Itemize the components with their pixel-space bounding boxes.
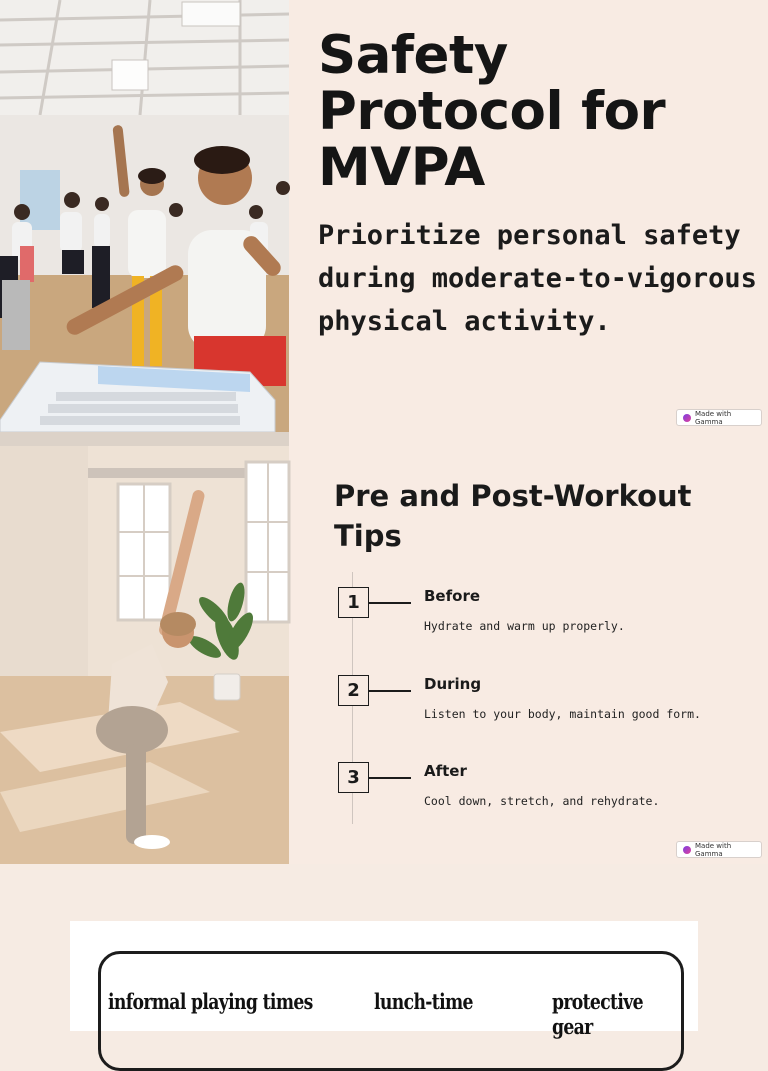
step-number: 2 (338, 675, 369, 706)
slide-workout-tips (0, 432, 768, 864)
fitness-class-photo (0, 0, 289, 432)
page-title: Safety Protocol for MVPA (318, 25, 666, 198)
document-item: lunch-time (374, 989, 473, 1014)
gamma-logo-icon (683, 414, 691, 422)
timeline-step-before (338, 587, 758, 647)
step-title: Before (424, 587, 481, 605)
step-description: Hydrate and warm up properly. (424, 619, 625, 633)
badge-label: Made with Gamma (695, 841, 732, 858)
step-connector (369, 690, 411, 692)
badge-label: Made with Gamma (695, 409, 732, 426)
document-item: protective gear (552, 989, 643, 1039)
slide-safety-protocol (0, 0, 768, 432)
timeline-step-after (338, 762, 758, 822)
step-title: During (424, 675, 482, 693)
section-heading: Pre and Post-Workout Tips (334, 479, 692, 553)
timeline-step-during (338, 675, 758, 735)
step-description: Listen to your body, maintain good form. (424, 707, 701, 721)
step-number: 3 (338, 762, 369, 793)
slide-scanned-document (0, 864, 768, 1039)
stretching-woman-photo (0, 432, 289, 864)
gamma-logo-icon (683, 846, 691, 854)
made-with-gamma-badge[interactable] (676, 841, 762, 858)
step-title: After (424, 762, 467, 780)
page-subtitle: Prioritize personal safety during moderate-to-vigorous physical activity. (318, 220, 757, 337)
step-connector (369, 777, 411, 779)
step-number: 1 (338, 587, 369, 618)
scanned-document-image (70, 921, 698, 1039)
step-connector (369, 602, 411, 604)
document-item: informal playing times (108, 989, 313, 1014)
made-with-gamma-badge[interactable] (676, 409, 762, 426)
step-description: Cool down, stretch, and rehydrate. (424, 794, 660, 808)
